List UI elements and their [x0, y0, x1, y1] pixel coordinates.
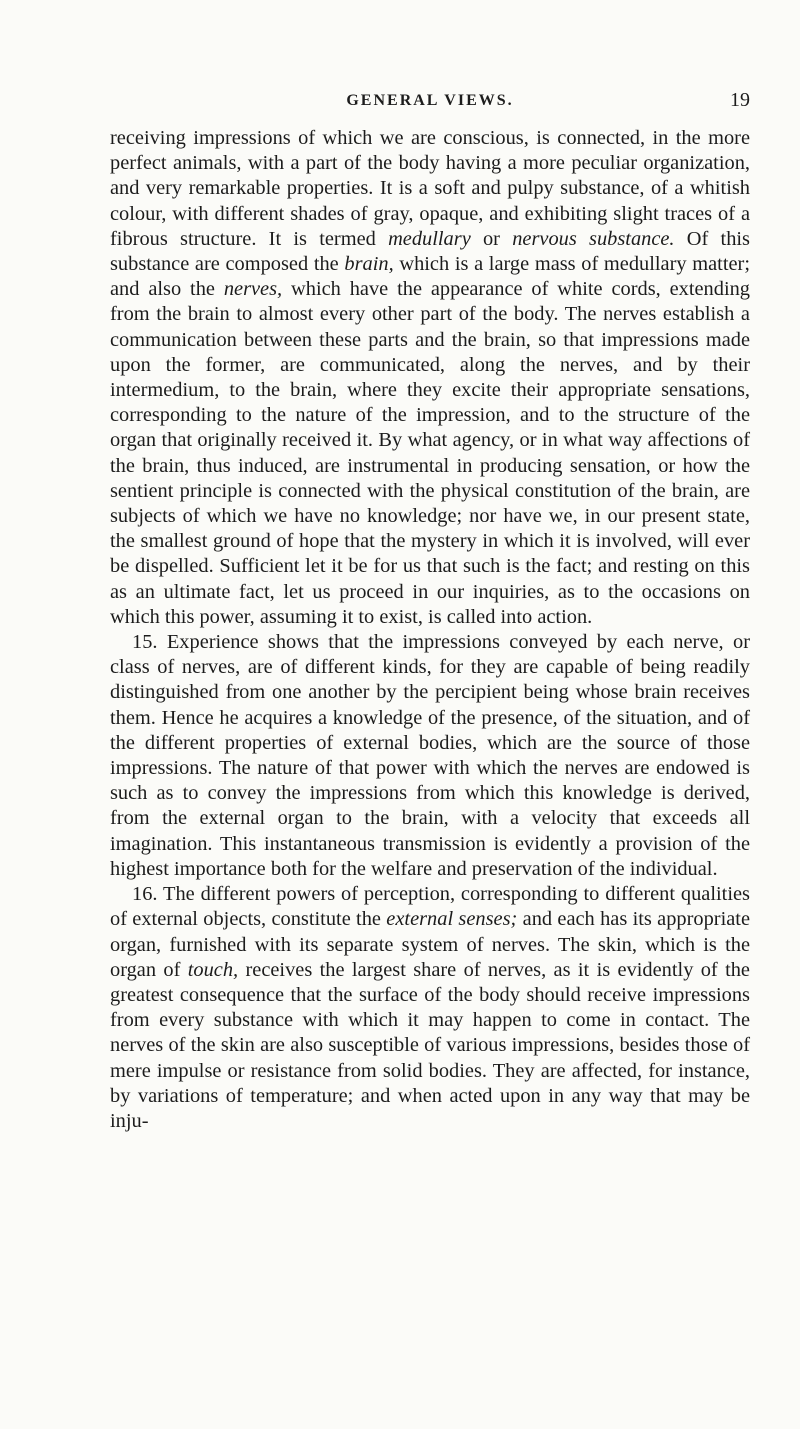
paragraph-16 — [110, 882, 750, 1134]
paragraph-text: 16. The different powers of perception, corresponding to different qualities of external objects, constitute the — [110, 883, 750, 931]
paragraph-continued — [110, 126, 750, 630]
italic-term: medullary — [388, 227, 471, 250]
paragraph-text: 15. Experience shows that the impressions conveyed by each nerve, or class of nerves, are of different kinds, for they are capable of being readily distinguished from one another by the percipient being whose brain receives them. Hence he acquires a knowledge of the presence, of the situation, and of the different properties of external bodies, which are the source of those impressions. The nature of that power with which the nerves are endowed is such as to convey the impressions from which this knowledge is derived, from the external organ to the brain, with a velocity that exceeds all imagination. This instantaneous transmission is evidently a provision of the highest importance both for the welfare and preservation of the individual. — [110, 631, 750, 880]
paragraph-text: Of this substance are composed the — [110, 227, 750, 276]
paragraph-text: which is a large mass of medullary matter; and also the — [110, 253, 750, 301]
italic-term: brain, — [344, 253, 394, 276]
italic-term: external senses; — [386, 908, 518, 931]
paragraph-15 — [110, 630, 750, 882]
page-number: 19 — [730, 89, 750, 111]
body-text — [110, 126, 750, 1134]
running-title: GENERAL VIEWS. — [346, 92, 514, 109]
italic-term: nerves, — [223, 278, 283, 301]
italic-term: nervous substance. — [512, 227, 675, 250]
paragraph-text: and each has its appropriate organ, furnished with its separate system of nerves. The skin, which is the organ of — [110, 908, 751, 981]
paragraph-text: receiving impressions of which we are conscious, is connected, in the more perfect animals, with a part of the body having a more peculiar organization, and very remarkable properties. It is a soft and pulpy substance, of a whitish colour, with different shades of gray, opaque, and exhibiting slight traces of a fibrous structure. It is termed — [110, 127, 750, 250]
running-head — [110, 89, 750, 116]
paragraph-text: which have the appearance of white cords, extending from the brain to almost every other part of the body. The nerves establish a communication between these parts and the brain, so that impressions made upon the former, are communicated, along the nerves, and by their intermedium, to the brain, where they excite their appropriate sensations, corresponding to the nature of the impression, and to the structure of the organ that originally received it. By what agency, or in what way affections of the brain, thus induced, are instrumental in producing sensation, or how the sentient principle is connected with the physical constitution of the brain, are subjects of which we have no knowledge; nor have we, in our present state, the smallest ground of hope that the mystery in which it is involved, will ever be dispelled. Sufficient let it be for us that such is the fact; and resting on this as an ultimate fact, let us proceed in our inquiries, as to the occasions on which this power, assuming it to exist, is called into action. — [110, 278, 751, 628]
italic-term: touch, — [187, 958, 239, 981]
paragraph-text: or — [470, 227, 513, 250]
paragraph-text: receives the largest share of nerves, as it is evidently of the greatest consequence that the surface of the body should receive impressions from every substance with which it may happen to come in contact. The nerves of the skin are also susceptible of various impressions, besides those of mere impulse or resistance from solid bodies. They are affected, for instance, by variations of temperature; and when acted upon in any way that may be inju- — [110, 958, 750, 1132]
